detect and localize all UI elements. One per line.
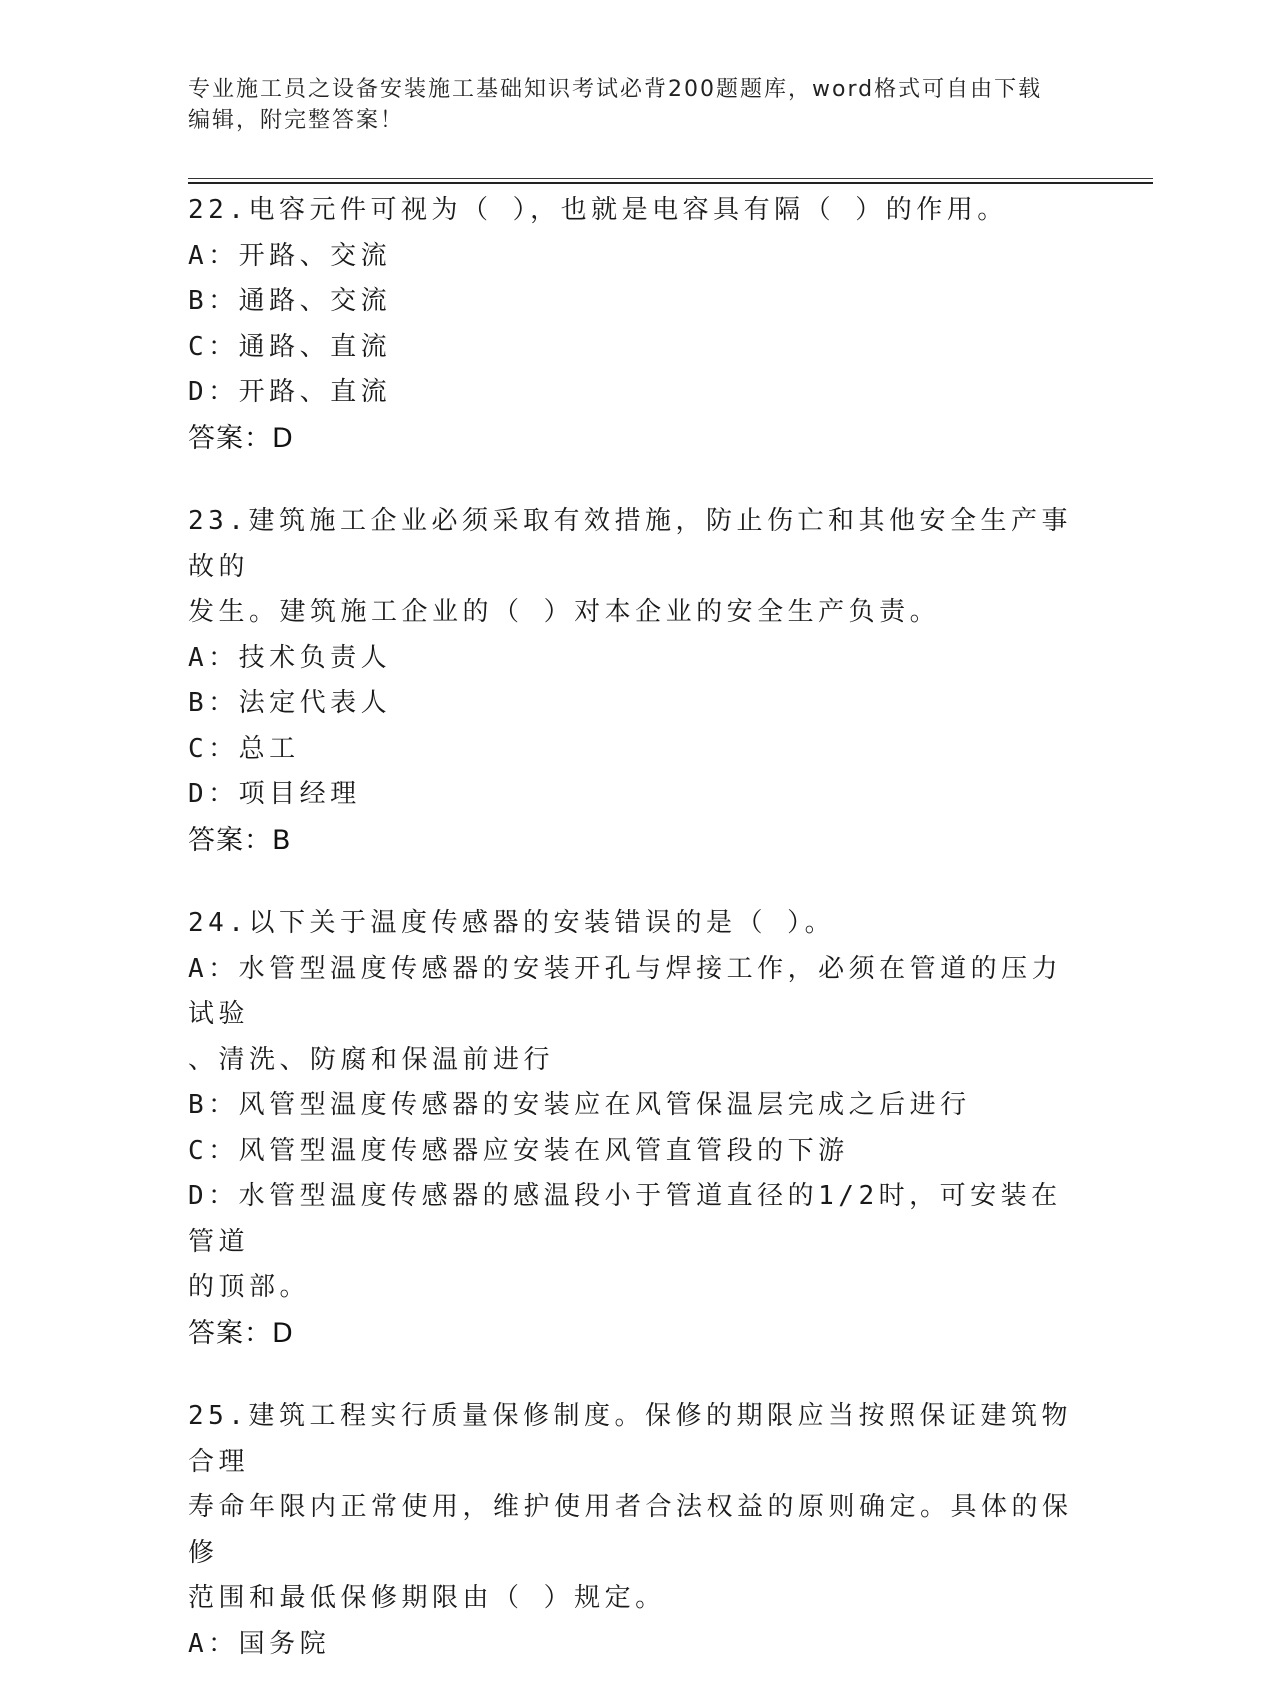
option-d: D：开路、直流 (188, 377, 392, 407)
option-a-cont: 、清洗、防腐和保温前进行 (188, 1044, 555, 1075)
question-stem-cont: 范围和最低保修期限由（ ）规定。 (188, 1583, 666, 1613)
option-c: C：总工 (188, 733, 300, 764)
question-25 (188, 1394, 1078, 1667)
question-23 (188, 499, 1078, 863)
question-stem: 25.建筑工程实行质量保修制度。保修的期限应当按照保证建筑物合理 (188, 1401, 1072, 1477)
option-b: B：风管型温度传感器的安装应在风管保温层完成之后进行 (188, 1090, 971, 1120)
question-22 (188, 188, 1078, 461)
question-24 (188, 901, 1078, 1356)
header-line-1: 专业施工员之设备安装施工基础知识考试必背200题题库，word格式可自由下载 (188, 77, 1043, 102)
question-list (188, 188, 1078, 1705)
question-stem-cont: 发生。建筑施工企业的（ ）对本企业的安全生产负责。 (188, 597, 941, 627)
option-a: A：水管型温度传感器的安装开孔与焊接工作，必须在管道的压力试验 (188, 953, 1063, 1029)
question-stem: 24.以下关于温度传感器的安装错误的是（ ）。 (188, 908, 836, 938)
option-d: D：水管型温度传感器的感温段小于管道直径的1/2时，可安装在管道 (188, 1181, 1062, 1257)
answer: 答案：D (188, 422, 294, 454)
header-line-2: 编辑，附完整答案！ (188, 108, 405, 133)
option-d-cont: 的顶部。 (188, 1272, 311, 1302)
question-stem: 22.电容元件可视为（ ），也就是电容具有隔（ ）的作用。 (188, 195, 1008, 225)
option-c: C：风管型温度传感器应安装在风管直管段的下游 (188, 1135, 849, 1166)
option-c: C：通路、直流 (188, 331, 392, 362)
question-stem-cont: 寿命年限内正常使用，维护使用者合法权益的原则确定。具体的保修 (188, 1492, 1073, 1568)
question-stem: 23.建筑施工企业必须采取有效措施，防止伤亡和其他安全生产事故的 (188, 506, 1072, 582)
document-header (188, 74, 1088, 136)
option-a: A：国务院 (188, 1628, 331, 1659)
option-a: A：开路、交流 (188, 240, 392, 271)
header-divider-thick (188, 182, 1153, 184)
option-d: D：项目经理 (188, 779, 361, 809)
option-b: B：通路、交流 (188, 286, 392, 316)
answer: 答案：B (188, 824, 292, 856)
answer: 答案：D (188, 1317, 294, 1349)
header-divider-thin (188, 178, 1153, 179)
option-b: B：法定代表人 (188, 688, 392, 718)
option-a: A：技术负责人 (188, 642, 392, 673)
